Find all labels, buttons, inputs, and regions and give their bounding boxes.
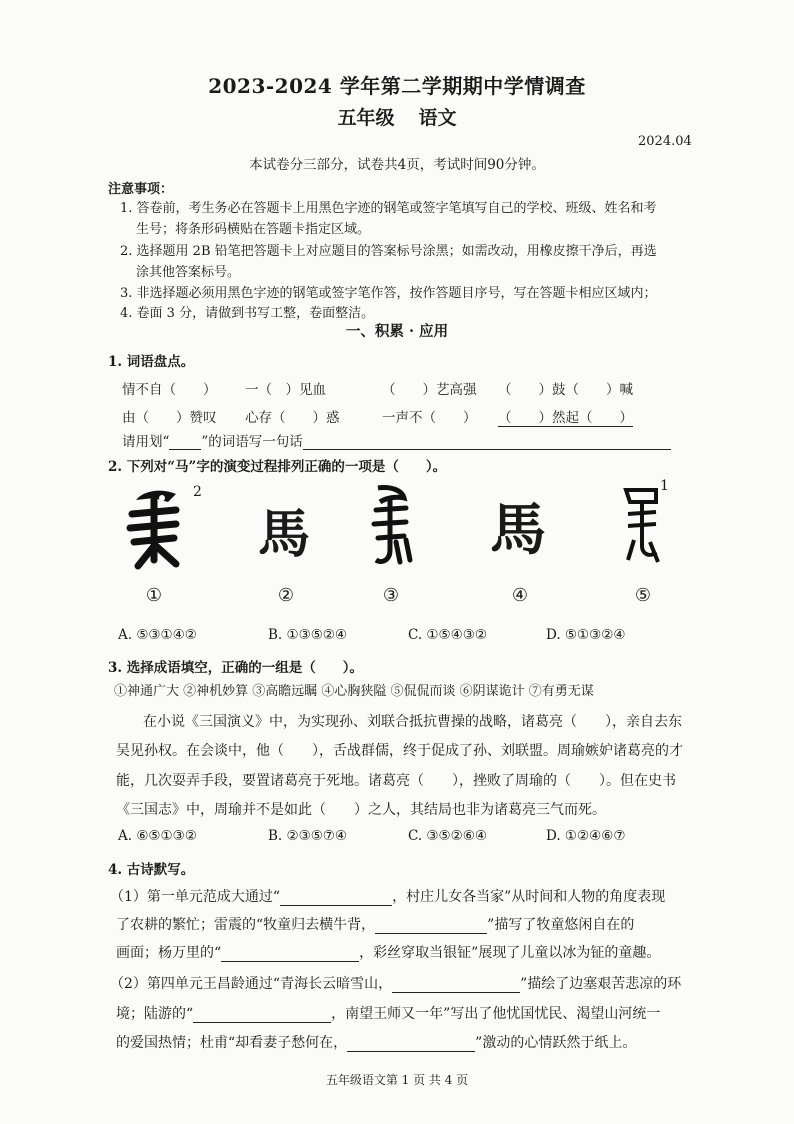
poem-text: ，彩丝穿取当银钲”展现了儿童以冰为钲的童趣。: [359, 945, 661, 961]
poem-text: ”描写了牧童悠闲自在的: [487, 917, 635, 933]
idiom-list: ①神通广大 ②神机妙算 ③高瞻远瞩 ④心胸狭隘 ⑤侃侃而谈 ⑥阴谋诡计 ⑦有勇无谋: [114, 684, 594, 699]
sentence-prompt: [122, 430, 671, 450]
section-heading: 一、积累 · 应用: [345, 323, 449, 340]
poem-line: [116, 1003, 660, 1023]
passage-line: 吴见孙权。在会谈中，他（ ），舌战群儒，终于促成了孙、刘联盟。周瑜嫉妒诸葛亮的才: [116, 743, 683, 759]
notice-rule-1-cont: 生号；将条形码横贴在答题卡指定区域。: [136, 222, 371, 237]
seal-horse-glyph: [360, 480, 420, 570]
poem-line: [110, 886, 665, 906]
option-a: A. ⑥⑤①③②: [118, 828, 197, 844]
poem-text: 了农耕的繁忙；雷震的“牧童归去横牛背，: [116, 917, 376, 933]
poem-line: [116, 1032, 636, 1052]
answer-blank: [347, 1036, 475, 1052]
word-blank: 心存（ ）惑: [245, 410, 340, 426]
option-c: C. ③⑤②⑥④: [408, 828, 487, 844]
traditional-horse-glyph: 馬: [490, 497, 546, 563]
question-4-title: 4. 古诗默写。: [108, 862, 195, 878]
answer-blank: [280, 890, 392, 906]
answer-blank: [221, 946, 359, 962]
answer-blank: [375, 918, 487, 934]
poem-text: （1）第一单元范成大通过“: [110, 889, 281, 905]
poem-text: 的爱国热情；杜甫“却看妻子愁何在，: [116, 1035, 348, 1051]
exam-subtitle: [0, 103, 794, 130]
exam-date: 2024.04: [638, 134, 692, 149]
page-footer: 五年级语文第 1 页 共 4 页: [325, 1073, 469, 1087]
glyph-number: ①: [145, 585, 163, 606]
question-2-title: 2. 下列对“马”字的演变过程排列正确的一项是（ ）。: [108, 459, 447, 475]
option-a: A. ⑤③①④②: [118, 627, 197, 643]
word-blank: （ ）鼓（ ）喊: [498, 382, 633, 398]
prompt-part-b: ”的词语写一句话: [201, 434, 303, 450]
notice-rule-2: 2. 选择题用 2B 铅笔把答题卡上对应题目的答案标号涂黑；如需改动，用橡皮擦干净后，再选: [120, 244, 657, 259]
passage-line: 能，几次耍弄手段，要置诸葛亮于死地。诸葛亮（ ），挫败了周瑜的（ ）。但在史书: [116, 773, 676, 789]
exam-info: 本试卷分三部分，试卷共4页，考试时间90分钟。: [249, 157, 545, 173]
notice-rule-2-cont: 涂其他答案标号。: [136, 265, 241, 280]
notice-rule-1: 1. 答卷前，考生务必在答题卡上用黑色字迹的钢笔或签字笔填写自己的学校、班级、姓名和考: [120, 201, 657, 216]
question-1-title: 1. 词语盘点。: [108, 354, 195, 370]
notice-rule-3: 3. 非选择题必须用黑色字迹的钢笔或签字笔作答，按作答题目序号，写在答题卡相应区域内；: [120, 286, 657, 301]
option-b: B. ①③⑤②④: [268, 627, 348, 643]
answer-blank: [193, 1007, 331, 1023]
regular-horse-glyph: 馬: [258, 505, 311, 565]
poem-text: 境；陆游的“: [116, 1006, 194, 1022]
subject-label: 语文: [418, 107, 457, 129]
word-blank: 情不自（ ）: [122, 382, 217, 398]
option-d: D. ①②④⑥⑦: [546, 828, 626, 844]
glyph-number: ④: [511, 585, 529, 606]
notice-rule-4: 4. 卷面 3 分，请做到书写工整，卷面整洁。: [120, 306, 375, 321]
glyph-number: ②: [277, 585, 295, 606]
option-c: C. ①⑤④③②: [408, 627, 487, 643]
passage-line: 在小说《三国演义》中，为实现孙、刘联合抵抗曹操的战略，诸葛亮（ ），亲自去东: [143, 714, 682, 730]
poem-text: 画面；杨万里的“: [116, 945, 222, 961]
underlined-word: （ ）然起（ ）: [498, 406, 633, 427]
word-blank: 一声不（ ）: [382, 410, 477, 426]
answer-blank: [392, 977, 520, 993]
prompt-part-a: 请用划“: [122, 434, 170, 450]
poem-line: [116, 914, 634, 934]
passage-line: 《三国志》中，周瑜并不是如此（ ）之人，其结局也非为诸葛亮三气而死。: [116, 802, 606, 818]
word-blank: 一（ ）见血: [245, 382, 326, 398]
poem-text: （2）第四单元王昌龄通过“青海长云暗雪山，: [110, 976, 393, 992]
option-b: B. ②③⑤⑦④: [268, 828, 348, 844]
option-d: D. ⑤①③②④: [546, 627, 626, 643]
glyph-number: ⑤: [634, 585, 652, 606]
poem-text: ”描绘了边塞艰苦悲凉的环: [520, 976, 682, 992]
glyph-number: ③: [382, 585, 400, 606]
word-blank: （ ）艺高强: [382, 382, 477, 398]
poem-line: [110, 973, 681, 993]
question-3-title: 3. 选择成语填空，正确的一组是（ ）。: [108, 660, 364, 676]
answer-line: [303, 435, 671, 450]
oracle-horse-glyph: [124, 480, 194, 570]
underline-mark: [169, 435, 201, 450]
poem-text: ，南望王师又一年”写出了他忧国忧民、渴望山河统一: [331, 1006, 661, 1022]
poem-text: ，村庄儿女各当家”从时间和人物的角度表现: [392, 889, 666, 905]
poem-line: [116, 942, 660, 962]
notice-heading: 注意事项：: [108, 182, 174, 197]
word-blank: 由（ ）赞叹: [122, 410, 217, 426]
poem-text: ”激动的心情跃然于纸上。: [475, 1035, 637, 1051]
exam-title: 2023-2024 学年第二学期期中学情调查: [208, 74, 586, 98]
margin-mark: 1: [660, 478, 669, 494]
margin-mark: 2: [193, 484, 202, 500]
grade-label: 五年级: [337, 107, 395, 129]
